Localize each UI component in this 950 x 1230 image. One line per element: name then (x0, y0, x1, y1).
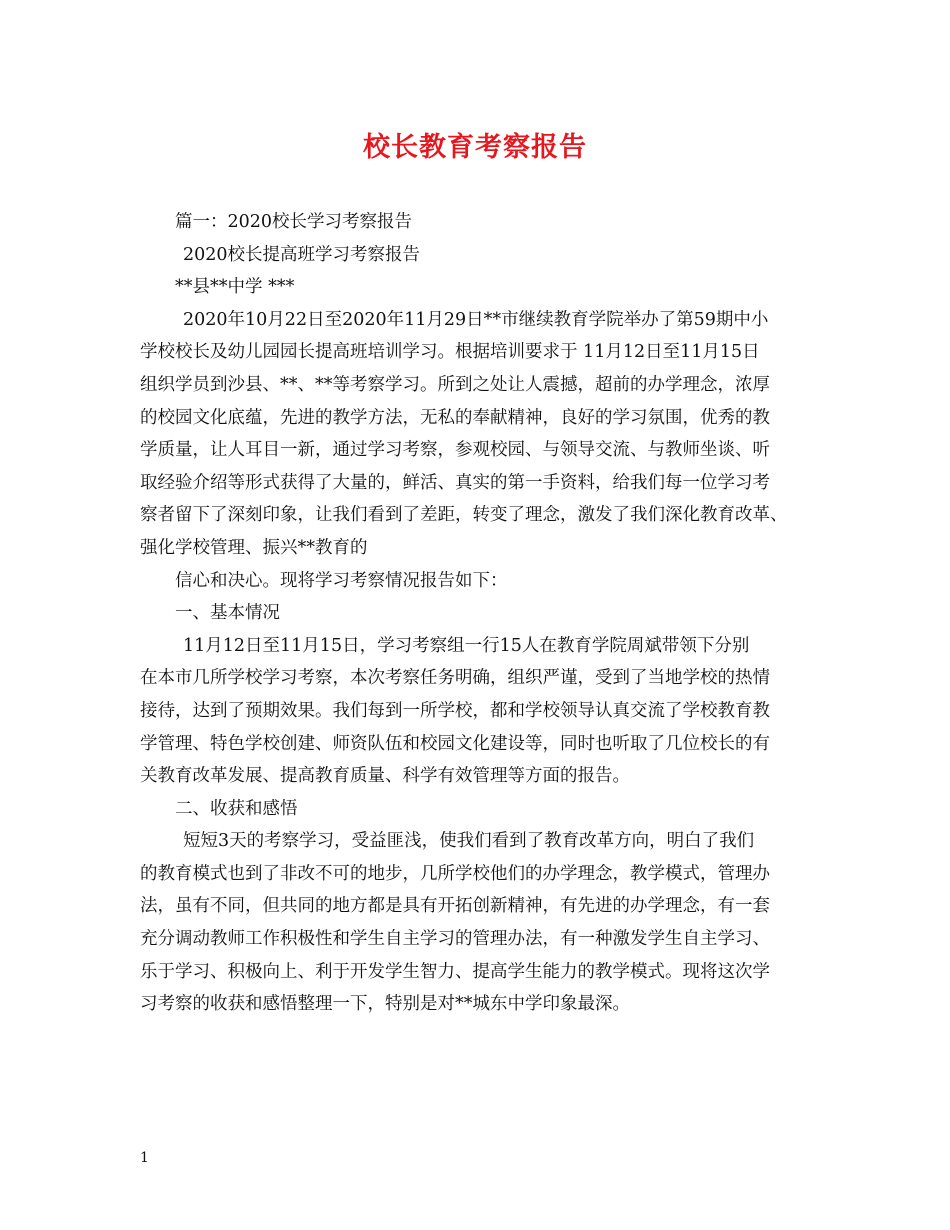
paragraph-line: 11月12日至11月15日，学习考察组一行15人在教育学院周斌带领下分别 (183, 635, 750, 656)
paragraph-line: 组织学员到沙县、**、**等考察学习。所到之处让人震撼，超前的办学理念，浓厚 (140, 374, 770, 395)
section-heading: 二、收获和感悟 (175, 798, 298, 819)
paragraph-line: 短短3天的考察学习，受益匪浅，使我们看到了教育改革方向，明白了我们 (183, 831, 755, 852)
paragraph-line: 充分调动教师工作积极性和学生自主学习的管理办法，有一种激发学生自主学习、 (140, 929, 770, 950)
page-number: 1 (140, 1150, 149, 1166)
paragraph-line: 关教育改革发展、提高教育质量、科学有效管理等方面的报告。 (140, 766, 630, 787)
document-title: 校长教育考察报告 (363, 132, 587, 163)
section-heading: 一、基本情况 (175, 603, 280, 624)
paragraph-line: 在本市几所学校学习考察，本次考察任务明确，组织严谨，受到了当地学校的热情 (140, 668, 770, 689)
paragraph-line: 习考察的收获和感悟整理一下，特别是对**城东中学印象最深。 (140, 994, 630, 1015)
paragraph-line: 信心和决心。现将学习考察情况报告如下： (175, 570, 508, 591)
paragraph-line: 的校园文化底蕴，先进的教学方法，无私的奉献精神，良好的学习氛围，优秀的教 (140, 407, 770, 428)
paragraph-line: 察者留下了深刻印象，让我们看到了差距，转变了理念，激发了我们深化教育改革、 (140, 505, 788, 526)
paragraph-line: 学校校长及幼儿园园长提高班培训学习。根据培训要求于 11月12日至11月15日 (140, 342, 760, 363)
paragraph-line: 的教育模式也到了非改不可的地步，几所学校他们的办学理念，教学模式，管理办 (140, 863, 770, 884)
author-line: **县**中学 *** (175, 277, 295, 298)
paragraph-line: 强化学校管理、振兴**教育的 (140, 537, 368, 558)
paragraph-line: 取经验介绍等形式获得了大量的，鲜活、真实的第一手资料，给我们每一位学习考 (140, 472, 770, 493)
paragraph-line: 法，虽有不同，但共同的地方都是具有开拓创新精神，有先进的办学理念，有一套 (140, 896, 770, 917)
report-subtitle: 2020校长提高班学习考察报告 (183, 244, 421, 265)
paragraph-line: 2020年10月22日至2020年11月29日**市继续教育学院举办了第59期中小 (183, 309, 769, 330)
section-heading: 篇一：2020校长学习考察报告 (175, 212, 413, 232)
paragraph-line: 学质量，让人耳目一新，通过学习考察，参观校园、与领导交流、与教师坐谈、听 (140, 440, 770, 461)
paragraph-line: 乐于学习、积极向上、利于开发学生智力、提高学生能力的教学模式。现将这次学 (140, 961, 770, 982)
document-body (140, 206, 830, 1021)
paragraph-line: 学管理、特色学校创建、师资队伍和校园文化建设等，同时也听取了几位校长的有 (140, 733, 770, 754)
paragraph-line: 接待，达到了预期效果。我们每到一所学校，都和学校领导认真交流了学校教育教 (140, 700, 770, 721)
